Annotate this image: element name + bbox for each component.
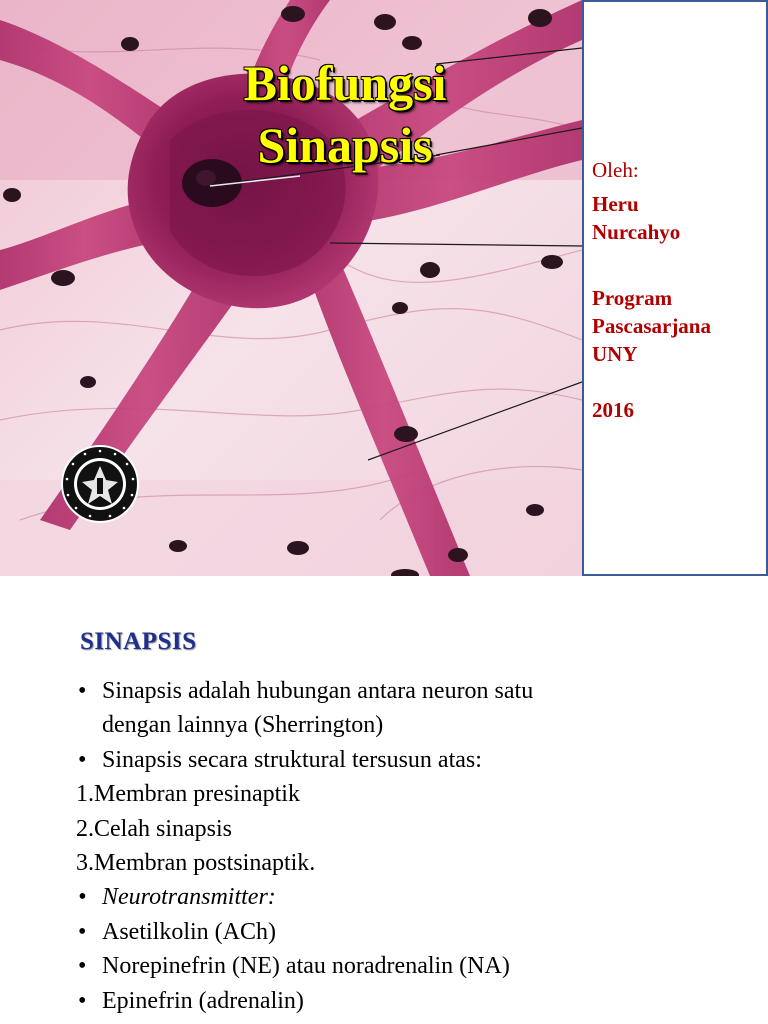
slide-title: [200, 52, 490, 176]
university-logo: [60, 444, 140, 524]
numbered-item: 2.Celah sinapsis: [76, 815, 232, 842]
author-line-1: Heru: [592, 192, 639, 216]
bullet-item-continuation: dengan lainnya (Sherrington): [102, 712, 384, 739]
bullet-item-neurotransmitter: • Neurotransmitter:: [76, 880, 736, 914]
numbered-item: 1.Membran presinaptik: [76, 781, 300, 808]
year-label: 2016: [592, 398, 634, 422]
bullet-item: • Asetilkolin (ACh): [76, 915, 736, 949]
title-line-1: Biofungsi: [243, 55, 447, 111]
bullet-item: • Norepinefrin (NE) atau noradrenalin (NA): [76, 949, 736, 983]
bullet-list: [76, 674, 736, 1018]
program-name: [592, 284, 711, 368]
author-name: [592, 190, 680, 246]
content-slide: [0, 576, 768, 1024]
slide-heading: SINAPSIS: [80, 628, 197, 655]
bullet-item: • Epinefrin (adrenalin): [76, 984, 736, 1018]
bullet-item: • Sinapsis adalah hubungan antara neuron satu: [76, 674, 736, 708]
title-line-2: Sinapsis: [257, 117, 433, 173]
program-line-2: Pascasarjana: [592, 314, 711, 338]
by-label: Oleh:: [592, 158, 639, 182]
author-info-panel: [582, 0, 768, 576]
bullet-item: • Sinapsis secara struktural tersusun atas:: [76, 743, 736, 777]
program-line-1: Program: [592, 286, 673, 310]
numbered-item: 3.Membran postsinaptik.: [76, 850, 316, 877]
program-line-3: UNY: [592, 342, 638, 366]
author-line-2: Nurcahyo: [592, 220, 681, 244]
